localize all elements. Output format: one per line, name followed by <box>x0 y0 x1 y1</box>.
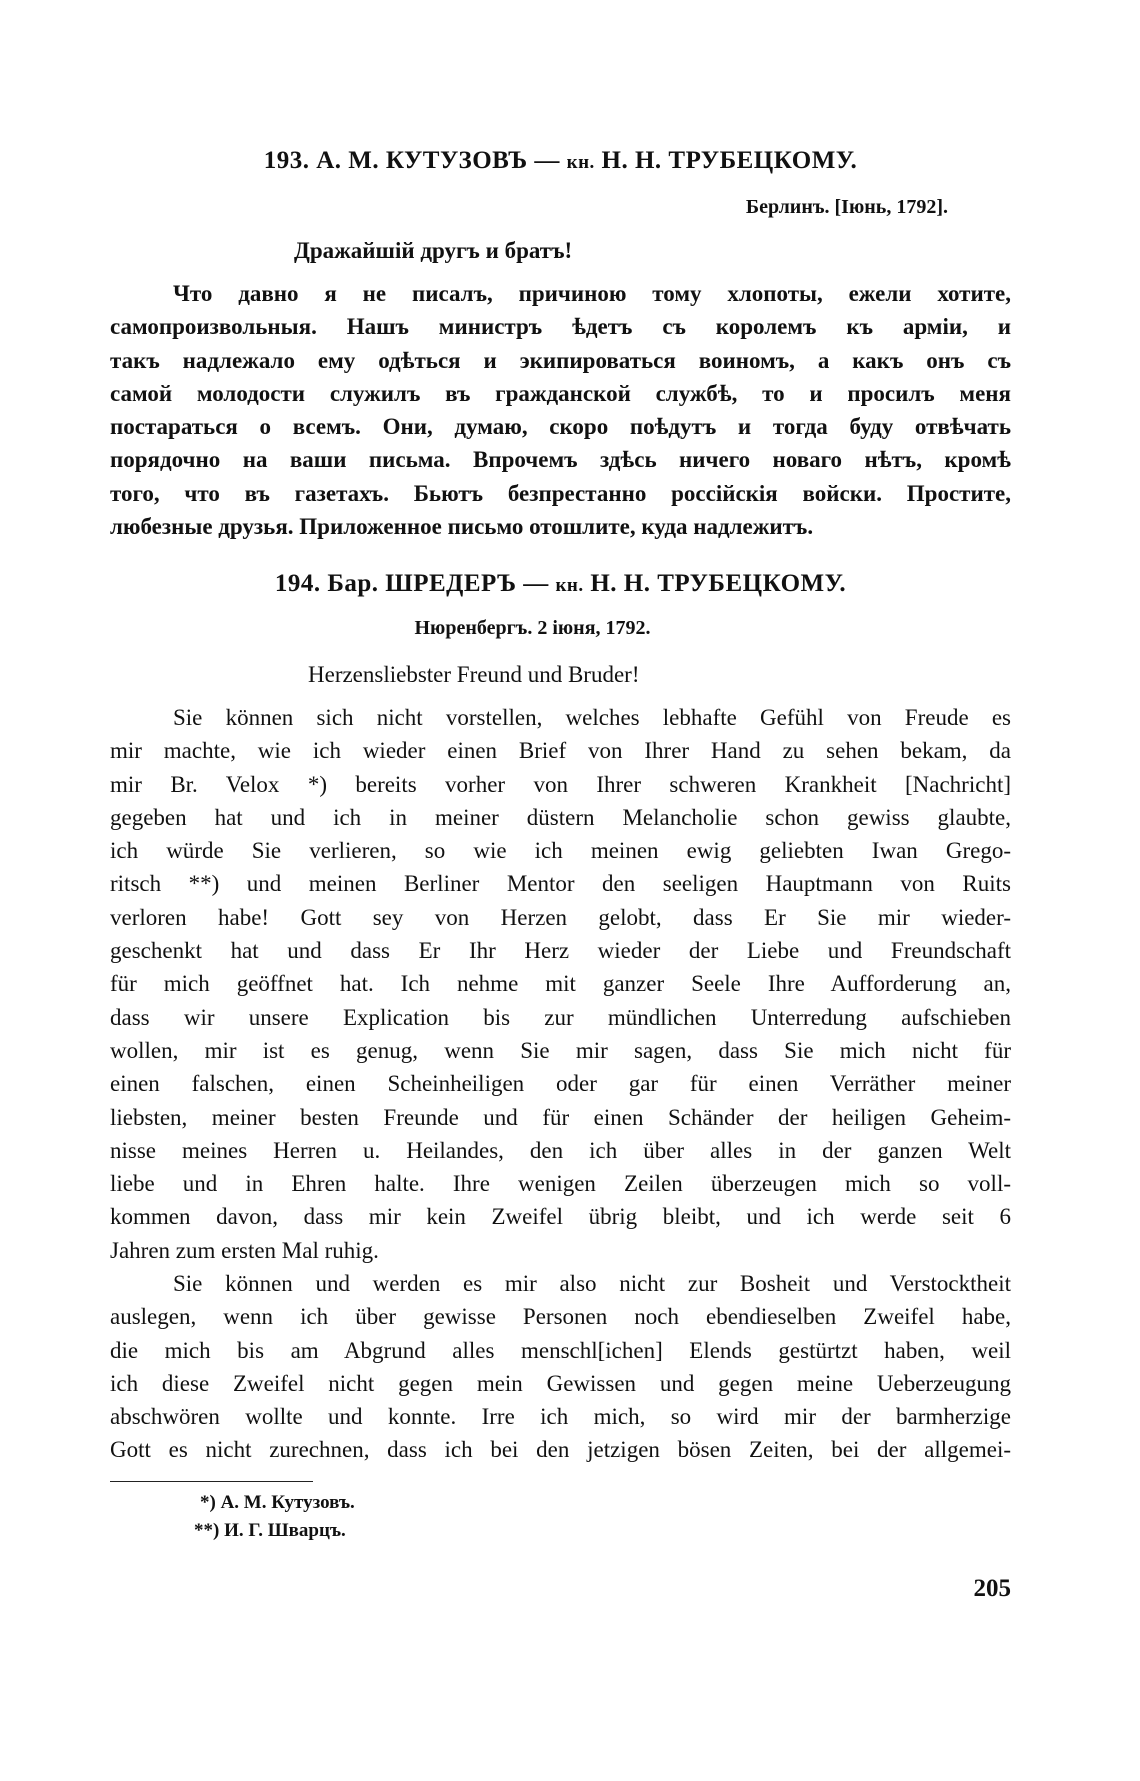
text-line: Что давно я не писалъ, причиною тому хлопоты, ежели хотите, <box>173 281 1011 306</box>
letter-194-paragraph-1 <box>110 701 1011 1267</box>
text-line: verloren habe! Gott sey von Herzen gelobt, dass Er Sie mir wieder- <box>110 904 1011 930</box>
text-line: wollen, mir ist es genug, wenn Sie mir sagen, dass Sie mich nicht für <box>110 1037 1011 1063</box>
letter-194-salutation: Herzensliebster Freund und Bruder! <box>308 662 640 687</box>
letter-193-body <box>110 277 1011 543</box>
text-line: самопроизвольныя. Нашъ министръ ѣдетъ съ королемъ къ арміи, и <box>110 314 1011 340</box>
heading-title-abbrev: кн. <box>555 575 584 596</box>
text-line: любезные друзья. Приложенное письмо отошлите, куда надлежитъ. <box>110 514 814 540</box>
text-line: auslegen, wenn ich über gewisse Personen noch ebendieselben Zweifel habe, <box>110 1304 1011 1330</box>
heading-sender: 194. Бар. ШРЕДЕРЪ — <box>274 570 549 597</box>
text-line: einen falschen, einen Scheinheiligen oder gar für einen Verräther meiner <box>110 1071 1011 1097</box>
footnotes <box>194 1489 355 1545</box>
letter-194-heading <box>110 570 1011 598</box>
letter-194-paragraph-2 <box>110 1267 1011 1467</box>
heading-title-abbrev: кн. <box>566 152 595 173</box>
text-line: abschwören wollte und konnte. Irre ich mich, so wird mir der barmherzige <box>110 1404 1011 1430</box>
letter-194-place-date: Нюренбергъ. 2 іюня, 1792. <box>414 617 651 639</box>
text-line: liebe und in Ehren halte. Ihre wenigen Zeilen überzeugen mich so voll- <box>110 1171 1011 1197</box>
footnote-1: *) А. М. Кутузовъ. <box>200 1492 355 1513</box>
text-line: dass wir unsere Explication bis zur mündlichen Unterredung aufschieben <box>110 1004 1011 1030</box>
text-line: nisse meines Herren u. Heilandes, den ich über alles in der ganzen Welt <box>110 1137 1011 1163</box>
text-line: Sie können und werden es mir also nicht zur Bosheit und Verstocktheit <box>173 1271 1011 1296</box>
text-line: mir Br. Velox *) bereits vorher von Ihrer schweren Krankheit [Nachricht] <box>110 771 1011 797</box>
text-line: ritsch **) und meinen Berliner Mentor den seeligen Hauptmann von Ruits <box>110 871 1011 897</box>
text-line: kommen davon, dass mir kein Zweifel übrig bleibt, und ich werde seit 6 <box>110 1204 1011 1230</box>
text-line: того, что въ газетахъ. Бьютъ безпрестанно россійскія войски. Простите, <box>110 480 1011 506</box>
text-line: ich würde Sie verlieren, so wie ich meinen ewig geliebten Iwan Grego- <box>110 838 1011 864</box>
footnote-divider <box>110 1481 313 1482</box>
footnote-2: **) И. Г. Шварцъ. <box>194 1520 346 1541</box>
text-line: mir machte, wie ich wieder einen Brief von Ihrer Hand zu sehen bekam, da <box>110 738 1011 764</box>
text-line: Jahren zum ersten Mal ruhig. <box>110 1237 379 1263</box>
text-line: gegeben hat und ich in meiner düstern Melancholie schon gewiss glaubte, <box>110 804 1011 830</box>
heading-sender: 193. А. М. КУТУЗОВЪ — <box>263 147 560 174</box>
text-line: такъ надлежало ему одѣться и экипироваться воиномъ, а какъ онъ съ <box>110 347 1011 373</box>
text-line: ich diese Zweifel nicht gegen mein Gewissen und gegen meine Ueberzeugung <box>110 1370 1011 1396</box>
text-line: порядочно на ваши письма. Впрочемъ здѣсь ничего новаго нѣтъ, кромѣ <box>110 447 1011 473</box>
text-line: Gott es nicht zurechnen, dass ich bei den jetzigen bösen Zeiten, bei der allgemei- <box>110 1437 1011 1463</box>
heading-recipient: Н. Н. ТРУБЕЦКОМУ. <box>601 147 858 174</box>
heading-recipient: Н. Н. ТРУБЕЦКОМУ. <box>590 570 847 597</box>
text-line: постараться о всемъ. Они, думаю, скоро поѣдутъ и тогда буду отвѣчать <box>110 414 1011 440</box>
page-number: 205 <box>973 1575 1011 1602</box>
text-line: самой молодости служилъ въ гражданской службѣ, то и просилъ меня <box>110 380 1011 406</box>
letter-193-place-date: Берлинъ. [Іюнь, 1792]. <box>745 196 948 218</box>
text-line: die mich bis am Abgrund alles menschl[ichen] Elends gestürtzt haben, weil <box>110 1337 1011 1363</box>
letter-193-heading <box>110 147 1011 175</box>
text-line: liebsten, meiner besten Freunde und für einen Schänder der heiligen Geheim- <box>110 1104 1011 1130</box>
letter-193-salutation: Дражайшій другъ и братъ! <box>294 238 573 263</box>
text-line: Sie können sich nicht vorstellen, welches lebhafte Gefühl von Freude es <box>173 705 1011 730</box>
text-line: geschenkt hat und dass Er Ihr Herz wieder der Liebe und Freundschaft <box>110 938 1011 964</box>
text-line: für mich geöffnet hat. Ich nehme mit ganzer Seele Ihre Aufforderung an, <box>110 971 1011 997</box>
